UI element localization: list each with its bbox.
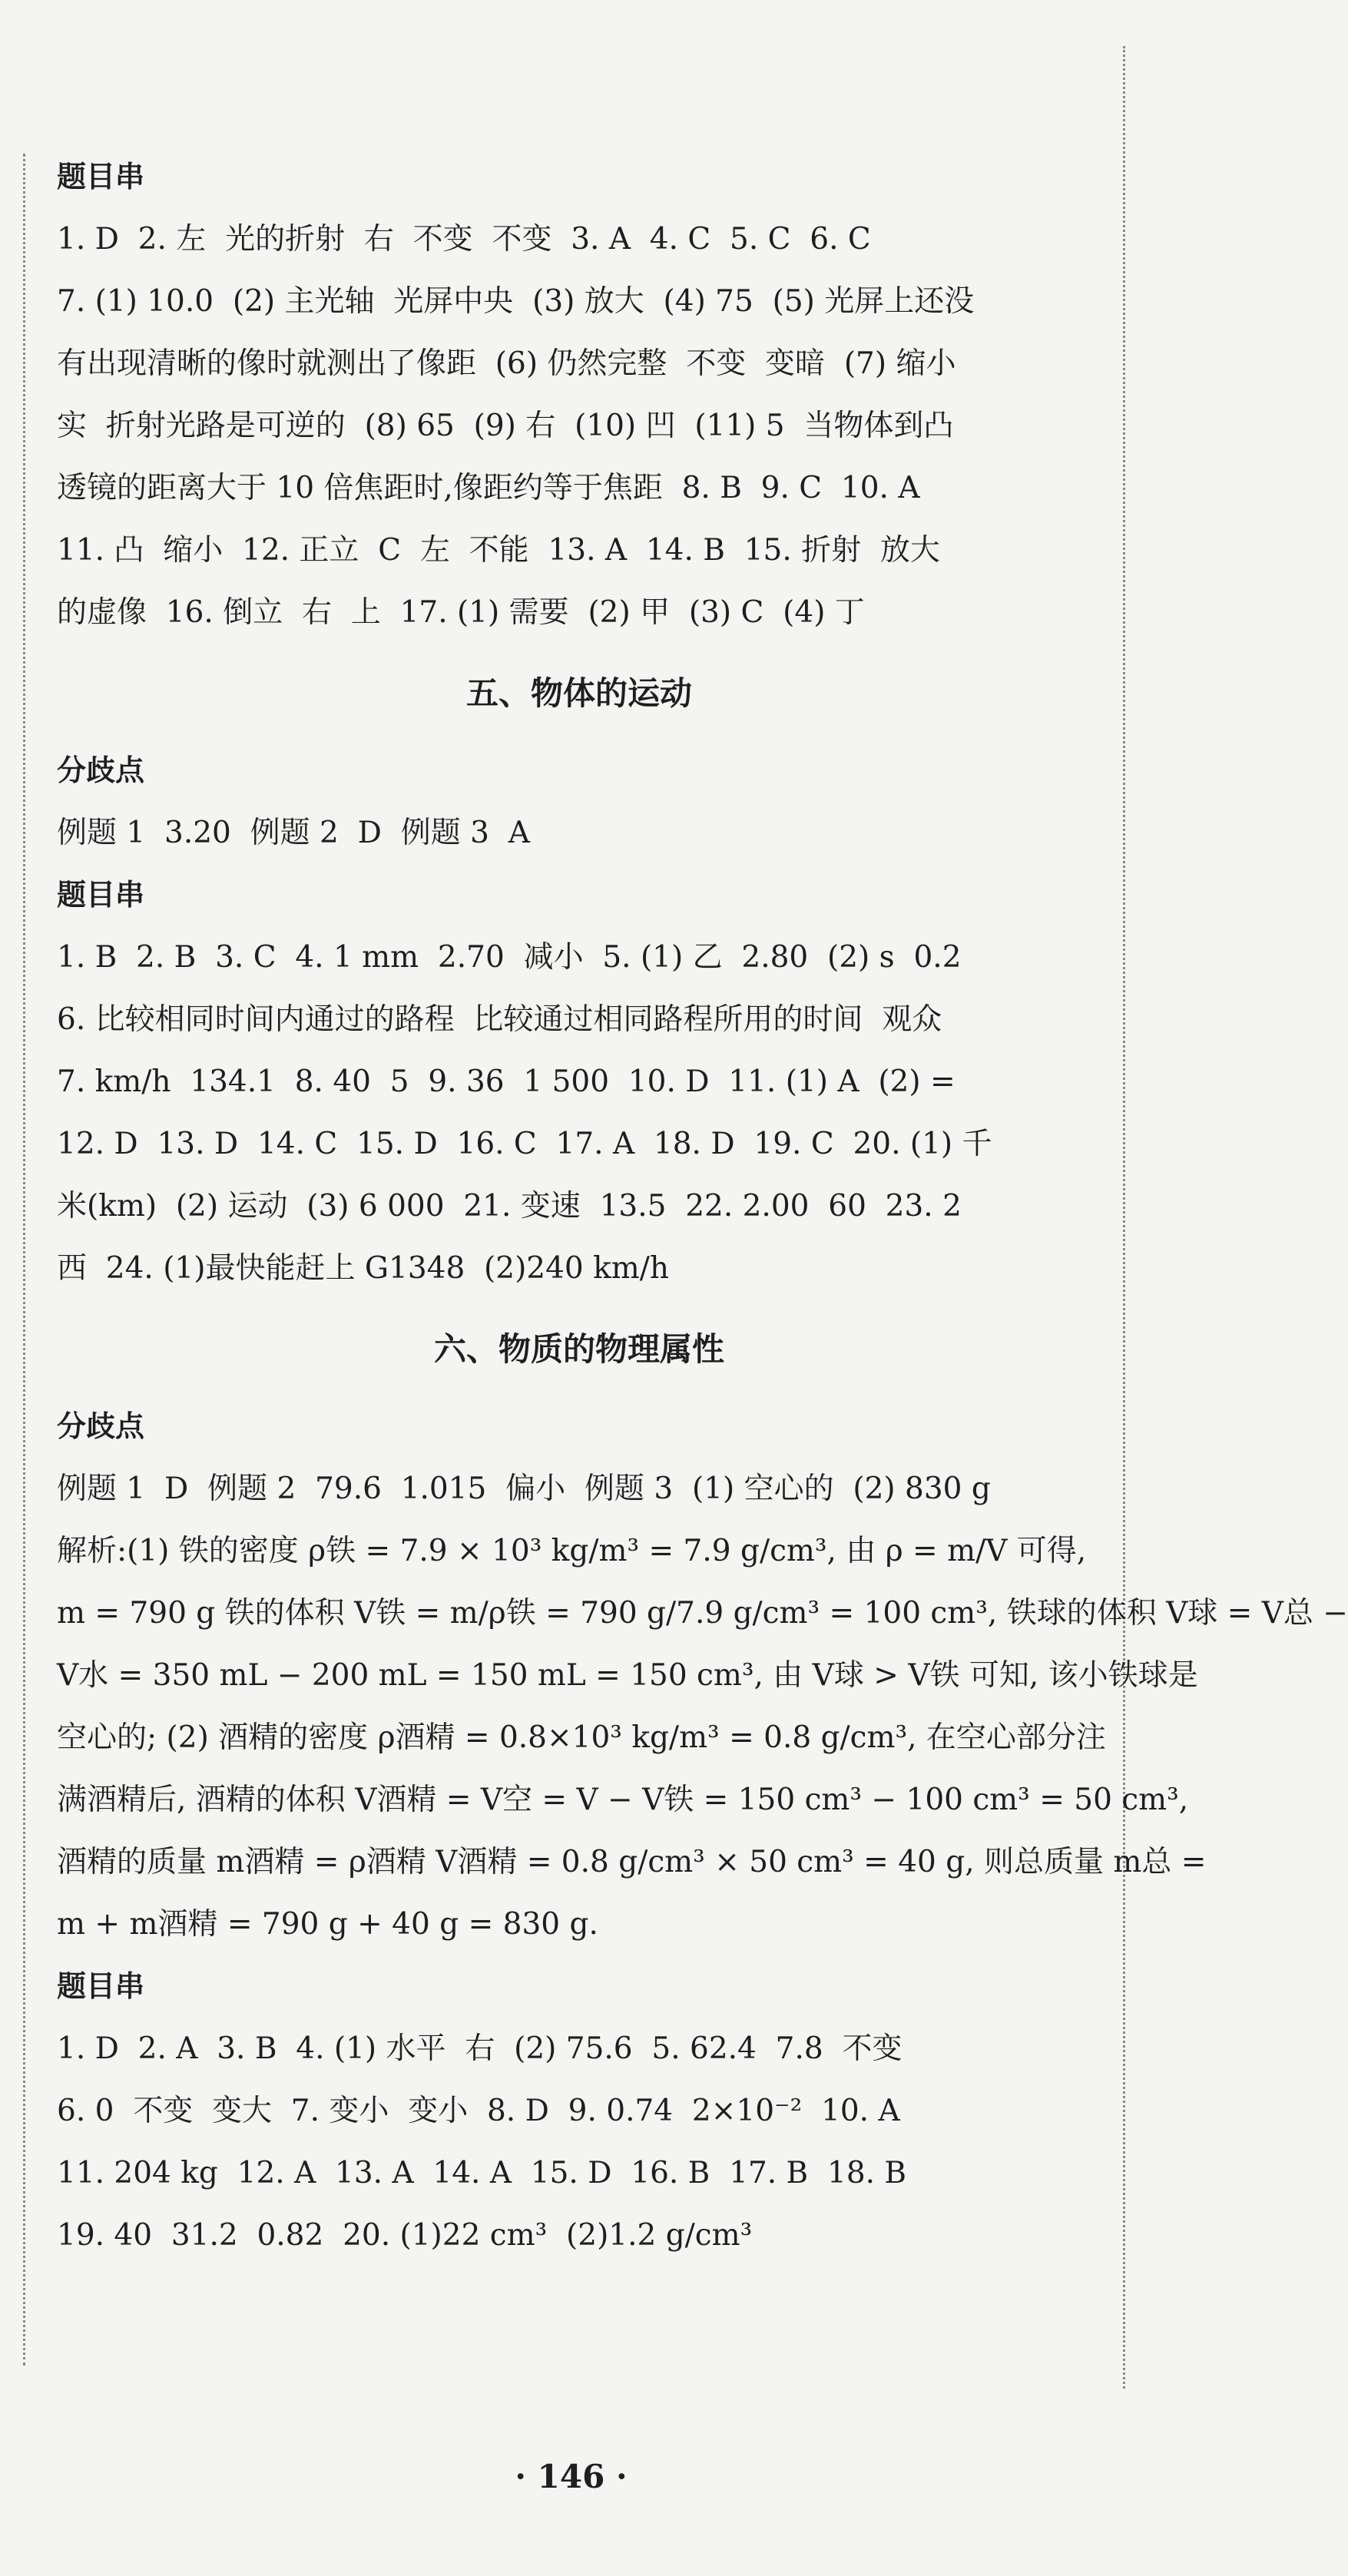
text-line: 空心的; (2) 酒精的密度 ρ酒精 = 0.8×10³ kg/m³ = 0.8 g/cm³, 在空心部分注 [57,1720,1106,1755]
page-number: · 146 · [515,2458,628,2495]
text-line: 例题 1 D 例题 2 79.6 1.015 偏小 例题 3 (1) 空心的 (2) 830 g [57,1472,991,1506]
text-line: 解析:(1) 铁的密度 ρ铁 = 7.9 × 10³ kg/m³ = 7.9 g/cm³, 由 ρ = m/V 可得, [57,1534,1087,1568]
text-line: 实 折射光路是可逆的 (8) 65 (9) 右 (10) 凹 (11) 5 当物体到凸 [57,409,954,443]
subheading-divergence: 分歧点 [57,1409,145,1443]
text-line: 透镜的距离大于 10 倍焦距时,像距约等于焦距 8. B 9. C 10. A [57,471,920,505]
text-line: 米(km) (2) 运动 (3) 6 000 21. 变速 13.5 22. 2.00 60 23. 2 [57,1189,962,1223]
text-line: 的虚像 16. 倒立 右 上 17. (1) 需要 (2) 甲 (3) C (4) 丁 [57,595,865,630]
text-line: 1. D 2. A 3. B 4. (1) 水平 右 (2) 75.6 5. 62.4 7.8 不变 [57,2031,903,2066]
text-line: V水 = 350 mL − 200 mL = 150 mL = 150 cm³, 由 V球 > V铁 可知, 该小铁球是 [57,1658,1198,1693]
text-line: m + m酒精 = 790 g + 40 g = 830 g. [57,1907,598,1942]
section-title-motion: 五、物体的运动 [465,674,692,712]
text-line: 有出现清晰的像时就测出了像距 (6) 仍然完整 不变 变暗 (7) 缩小 [57,346,956,381]
text-line: 例题 1 3.20 例题 2 D 例题 3 A [57,816,530,850]
text-line: 7. km/h 134.1 8. 40 5 9. 36 1 500 10. D 11. (1) A (2) = [57,1065,956,1099]
subheading-question-series: 题目串 [57,878,145,912]
subheading-question-series: 题目串 [57,1969,145,2003]
text-line: 1. B 2. B 3. C 4. 1 mm 2.70 减小 5. (1) 乙 2.80 (2) s 0.2 [57,940,962,975]
text-line: 满酒精后, 酒精的体积 V酒精 = V空 = V − V铁 = 150 cm³ − 100 cm³ = 50 cm³, [57,1783,1189,1817]
subheading-question-series: 题目串 [57,160,145,194]
text-line: 12. D 13. D 14. C 15. D 16. C 17. A 18. D 19. C 20. (1) 千 [57,1127,992,1161]
text-line: 11. 凸 缩小 12. 正立 C 左 不能 13. A 14. B 15. 折射 放大 [57,533,940,568]
answer-content [57,146,1348,2266]
text-line: 6. 比较相同时间内通过的路程 比较通过相同路程所用的时间 观众 [57,1002,942,1037]
text-line: 11. 204 kg 12. A 13. A 14. A 15. D 16. B 17. B 18. B [57,2156,907,2190]
text-line: 酒精的质量 m酒精 = ρ酒精 V酒精 = 0.8 g/cm³ × 50 cm³ = 40 g, 则总质量 m总 = [57,1845,1207,1879]
right-dotted-border [1123,46,1125,2389]
text-line: 西 24. (1)最快能赶上 G1348 (2)240 km/h [57,1251,670,1286]
text-line: 1. D 2. 左 光的折射 右 不变 不变 3. A 4. C 5. C 6. C [57,222,871,257]
text-line: 6. 0 不变 变大 7. 变小 变小 8. D 9. 0.74 2×10⁻² 10. A [57,2094,900,2128]
text-line: 19. 40 31.2 0.82 20. (1)22 cm³ (2)1.2 g/cm³ [57,2218,753,2253]
text-line: m = 790 g 铁的体积 V铁 = m/ρ铁 = 790 g/7.9 g/cm³ = 100 cm³, 铁球的体积 V球 = V总 − [57,1596,1348,1631]
text-line: 7. (1) 10.0 (2) 主光轴 光屏中央 (3) 放大 (4) 75 (5) 光屏上还没 [57,284,975,319]
section-title-properties: 六、物质的物理属性 [433,1330,724,1368]
subheading-divergence: 分歧点 [57,753,145,787]
left-dotted-border [23,154,25,2366]
